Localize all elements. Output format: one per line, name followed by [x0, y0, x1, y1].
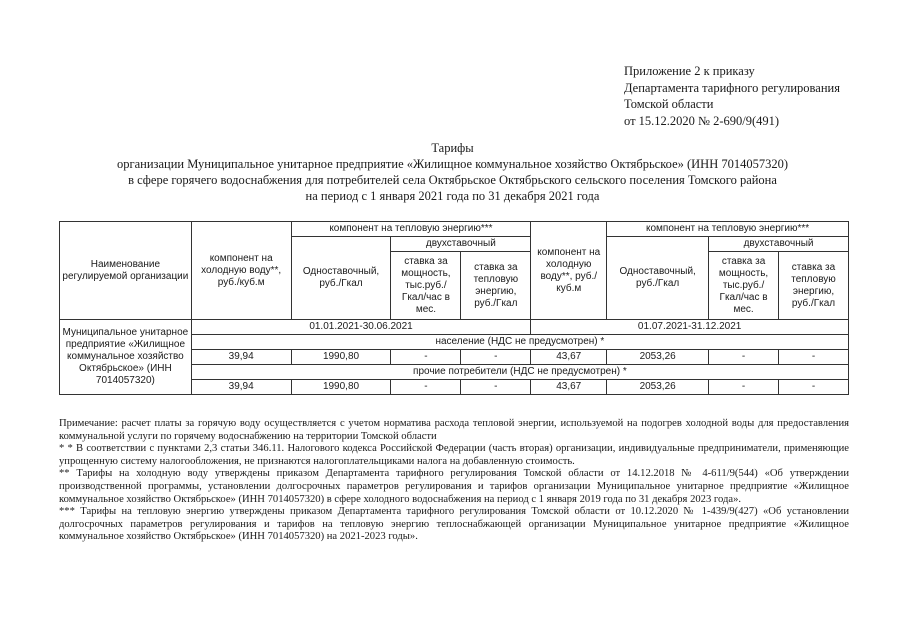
header-cold-water-2: компонент на холодную воду**, руб./куб.м	[531, 222, 607, 320]
value-cell: -	[461, 350, 531, 365]
value-cell: -	[461, 380, 531, 395]
footnotes	[59, 418, 849, 544]
header-capacity-rate-2: ставка за мощность, тыс.руб./ Гкал/час в мес.	[709, 252, 779, 320]
value-cell: 2053,26	[607, 350, 709, 365]
period-2: 01.07.2021-31.12.2021	[531, 320, 849, 335]
appendix-line: от 15.12.2020 № 2-690/9(491)	[624, 113, 780, 128]
value-cell: 43,67	[531, 350, 607, 365]
value-cell: 43,67	[531, 380, 607, 395]
value-cell: 1990,80	[291, 380, 391, 395]
header-energy-rate-1: ставка за тепловую энергию, руб./Гкал	[461, 252, 531, 320]
appendix-line: Приложение 2 к приказу	[624, 64, 755, 78]
title-period: на период с 1 января 2021 года по 31 декабря 2021 года	[305, 189, 600, 203]
header-org-name: Наименование регулируемой организации	[60, 222, 192, 320]
header-heat-component-1: компонент на тепловую энергию***	[291, 222, 531, 237]
header-two-part-1: двухставочный	[391, 237, 531, 252]
group-label-population: население (НДС не предусмотрен) *	[191, 335, 848, 350]
header-heat-component-2: компонент на тепловую энергию***	[607, 222, 849, 237]
org-name-cell: Муниципальное унитарное предприятие «Жилищное коммунальное хозяйство Октябрьское» (ИНН 7014057320)	[60, 320, 192, 395]
value-cell: 2053,26	[607, 380, 709, 395]
title-organization: организации Муниципальное унитарное предприятие «Жилищное коммунальное хозяйство Октябрьское» (ИНН 7014057320)	[116, 157, 789, 171]
note-cold-water: ** Тарифы на холодную воду утверждены приказом Департамента тарифного регулирования Томской области от 14.12.2018 № 4-611/9(544) «Об утверждении производственной программы, установлении долгосрочных параметров регулирования и тарифов организации Муниципальное унитарное предприятие «Жилищное коммунальное хозяйство Октябрьское» (ИНН 7014057320) в сфере холодного водоснабжения на период с 1 января 2019 года по 31 декабря 2023 года».	[59, 468, 849, 505]
value-cell: 39,94	[191, 380, 291, 395]
value-cell: -	[779, 350, 849, 365]
note-calculation: Примечание: расчет платы за горячую воду осуществляется с учетом норматива расхода тепловой энергии, используемой на подогрев холодной воды для предоставления коммунальной услуги по горячему водоснабжению на территории Томской области	[59, 418, 849, 442]
document-title	[0, 140, 905, 204]
period-1: 01.01.2021-30.06.2021	[191, 320, 531, 335]
value-cell: -	[709, 380, 779, 395]
value-cell: -	[709, 350, 779, 365]
group-label-other-consumers: прочие потребители (НДС не предусмотрен) *	[191, 365, 848, 380]
value-cell: -	[391, 380, 461, 395]
appendix-line: Томской области	[624, 97, 714, 111]
title-scope: в сфере горячего водоснабжения для потребителей села Октябрьское Октябрьского сельского поселения Томского района	[128, 173, 777, 187]
header-cold-water-1: компонент на холодную воду**, руб./куб.м	[191, 222, 291, 320]
value-cell: 1990,80	[291, 350, 391, 365]
tariff-table	[59, 221, 849, 395]
header-single-rate-2: Одноставочный, руб./Гкал	[607, 237, 709, 320]
header-single-rate-1: Одноставочный, руб./Гкал	[291, 237, 391, 320]
note-vat: * * В соответствии с пунктами 2,3 статьи 346.11. Налогового кодекса Российской Федерации (часть вторая) организации, индивидуальные предприниматели, применяющие упрощенную систему налогообложения, не признаются налогоплательщиками налога на добавленную стоимость.	[59, 443, 849, 467]
appendix-reference	[624, 63, 840, 129]
header-energy-rate-2: ставка за тепловую энергию, руб./Гкал	[779, 252, 849, 320]
value-cell: -	[391, 350, 461, 365]
header-two-part-2: двухставочный	[709, 237, 849, 252]
value-cell: -	[779, 380, 849, 395]
value-cell: 39,94	[191, 350, 291, 365]
note-heat-energy: *** Тарифы на тепловую энергию утверждены приказом Департамента тарифного регулирования Томской области от 10.12.2020 № 1-439/9(427) «Об установлении долгосрочных параметров регулирования и тарифов на тепловую энергию теплоснабжающей организации Муниципальное унитарное предприятие «Жилищное коммунальное хозяйство Октябрьское» (ИНН 7014057320) на 2021-2023 годы».	[59, 506, 849, 543]
title-heading: Тарифы	[431, 141, 474, 155]
header-capacity-rate-1: ставка за мощность, тыс.руб./ Гкал/час в мес.	[391, 252, 461, 320]
appendix-line: Департамента тарифного регулирования	[624, 80, 840, 95]
